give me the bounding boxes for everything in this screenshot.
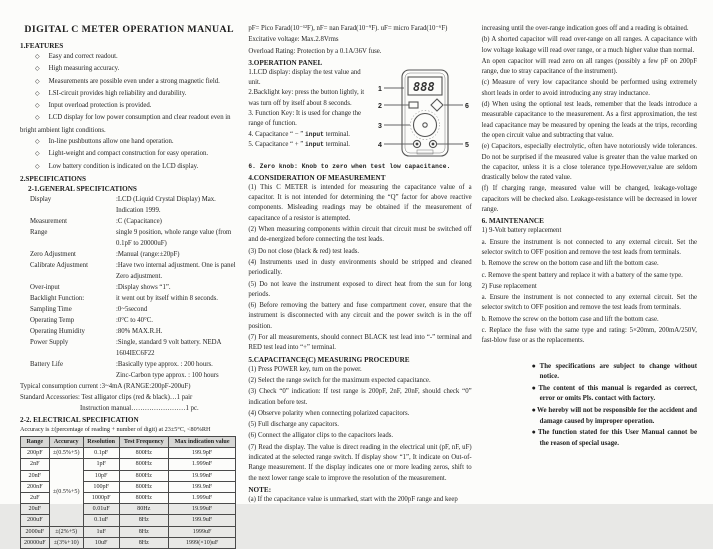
cell-resolution: 1000pF <box>83 492 119 503</box>
spec-value-line1: :Single, standard 9 volt battery. NEDA 1604IEC6F22 <box>116 338 222 357</box>
table-header-row <box>21 436 236 447</box>
callout-1: 1 <box>377 85 382 93</box>
maintenance-step: b. Remove the screw on the bottom case and lift the bottom case. <box>481 315 659 323</box>
middle-column <box>248 24 472 503</box>
cell-max: 199.9uF <box>169 515 236 526</box>
item5-input-word: input <box>305 140 324 148</box>
feature-item <box>20 161 238 173</box>
notice-item <box>532 405 697 427</box>
dial-tick-ring <box>410 110 439 139</box>
cell-max: 19.99nF <box>169 470 236 481</box>
features-heading: 1.FEATURES <box>20 42 64 50</box>
notice-text: We hereby will not be responsible for the accident and damage caused by improper operation. <box>536 406 698 425</box>
table-row <box>21 537 236 548</box>
spec-label: Zero Adjustment <box>30 250 76 258</box>
spec-value-line1: :Manual (range:±20pF) <box>116 250 180 258</box>
spec-value <box>116 227 238 249</box>
note-paragraph: An open capacitor will read zero on all ranges (possibly a few pF on 200pF range, due to stray capacitance of the instrument). <box>481 57 697 76</box>
feature-item <box>20 76 238 88</box>
cell-accuracy: ±(2%+5) <box>49 526 83 537</box>
general-spec-list <box>20 194 238 381</box>
spec-value <box>116 249 238 260</box>
panel-item-6: 6. Zero knob: Knob to zero when test low capacitance. <box>248 162 451 170</box>
cell-range: 20nF <box>21 470 50 481</box>
lcd-digits: 888 <box>412 79 435 94</box>
note-heading: NOTE: <box>248 485 272 494</box>
cell-range: 20uF <box>21 504 50 515</box>
col-header-resolution: Resolution <box>83 436 119 447</box>
maintenance-step: b. Remove the screw on the bottom case and lift the bottom case. <box>481 260 659 268</box>
spec-value-line1: :C (Capacitance) <box>116 217 162 225</box>
intro-line: pF= Pico Farad(10⁻¹²F), nF= nan Farad(10⁻⁹F). uF= micro Farad(10⁻⁶F) <box>248 25 448 32</box>
procedure-paragraph: (6) Connect the alligator clips to the capacitors leads. <box>248 432 394 440</box>
table-row <box>21 459 236 470</box>
feature-text: Low battery condition is indicated on the LCD display. <box>48 162 199 170</box>
spec-value-line1: :0°C to 40°C. <box>116 316 153 324</box>
spec-label: Measurement <box>30 217 67 225</box>
notes-continued <box>482 24 697 215</box>
spec-value-line1: :Basically type approx. : 200 hours. <box>116 360 213 368</box>
spec-value <box>116 293 238 304</box>
spec-row <box>20 337 238 359</box>
diamond-bullet-icon: ◇ <box>35 115 40 122</box>
spec-row <box>20 304 238 315</box>
spec-value-line1: :LCD (Liquid Crystal Display) Max. Indication 1999. <box>116 195 216 214</box>
note-paragraph: (d) When using the optional test leads, remember that the leads introduce a measurable capacitance to the measurement. As a first approximation, the test lead capacitance may be measured by opening the leads at the trips, recording the open circuit value and subtracting that value. <box>481 101 697 139</box>
spec-value-line1: :Have two internal adjustment. One is panel Zero adjustment. <box>116 261 236 280</box>
spec-row <box>20 249 238 260</box>
features-list <box>20 51 238 173</box>
accuracy-note: Accuracy is ±(percentage of reading + number of digit) at 23±5°C, <80%RH <box>20 425 211 433</box>
table-row <box>21 526 236 537</box>
feature-text: LCD display for low power consumption and clear readout even in bright ambient light conditions. <box>20 114 231 134</box>
col-header-range: Range <box>21 436 50 447</box>
spec-label: Range <box>30 228 48 236</box>
minus-terminal-hole <box>415 142 418 145</box>
cell-max: 199.9nF <box>169 481 236 492</box>
electrical-spec-heading: 2-2. ELECTRICAL SPECIFICATION <box>20 415 139 424</box>
consideration-paragraph: (7) For all measurements, should connect BLACK test lead into “-” terminal and RED test lead into “+” terminal. <box>248 334 472 352</box>
spec-value-line1: single 9 position, whole range value (from 0.1pF to 20000uF) <box>116 228 232 247</box>
col-header-frequency: Test Frequency <box>119 436 169 447</box>
spec-value-line1: it went out by itself within 8 seconds. <box>116 294 218 302</box>
spec-value <box>116 359 238 381</box>
cell-range: 2000uF <box>21 526 50 537</box>
diamond-bullet-icon: ◇ <box>35 54 40 60</box>
spec-row <box>20 260 238 282</box>
page-title: DIGITAL C METER OPERATION MANUAL <box>24 24 234 35</box>
callout-4: 4 <box>377 141 382 149</box>
note-paragraph: (e) Capacitors, especially electrolytic, often have notoriously wide tolerances. Do not be surprised if the measured value is greater than the value marked on the capacitor, unless it is a close tolerance type.However,value are seldom drastically below the rated value. <box>481 143 697 182</box>
maintenance-step: a. Ensure the instrument is not connected to any external circuit. Set the selector switch to OFF position and remove the test leads from terminals. <box>481 294 697 312</box>
diamond-bullet-icon: ◇ <box>35 139 40 146</box>
maintenance-step: c. Replace the fuse with the same type and rating: 5×20mm, 200mA/250V, fast-blow fuse or as the replacements. <box>481 327 697 345</box>
bullet-icon: ● <box>531 361 539 370</box>
callout-2: 2 <box>377 102 382 110</box>
cell-frequency: 800Hz <box>119 459 169 470</box>
notices-block <box>532 361 697 450</box>
specifications-heading: 2.SPECIFICATIONS <box>20 174 86 183</box>
cell-accuracy: ±(3%+10) <box>49 537 83 548</box>
cell-accuracy-merged: ±(0.5%+5) <box>49 459 83 526</box>
spec-value <box>116 216 238 227</box>
col-header-max: Max indication value <box>169 436 236 447</box>
cell-max: 199.9pF <box>169 448 236 459</box>
feature-item <box>20 112 238 136</box>
maintenance-step: c. Remove the spent battery and replace it with a battery of the same type. <box>481 271 683 279</box>
cell-range: 200uF <box>21 515 50 526</box>
backlight-key <box>409 102 418 108</box>
callout-6: 6 <box>464 102 469 110</box>
feature-text: In-line pushbuttons allow one hand operation. <box>48 138 174 146</box>
spec-value <box>116 282 238 293</box>
bullet-icon: ● <box>531 383 538 392</box>
cell-range: 2uF <box>21 492 50 503</box>
operation-panel-heading: 3.OPERATION PANEL <box>248 58 323 67</box>
procedure-paragraph: (7) Read the display. The value is direct reading in the electrical unit (pF, nF, uF) indicated at the selected range switch. If display show “1”, It indicate on Out-of-Range measurement. If the display indicates one or more leading zeros, shift to the next lower range scale to improve the resolution of the measurement. <box>248 443 472 482</box>
feature-item <box>20 148 238 160</box>
maintenance-step: a. Ensure the instrument is not connected to any external circuit. Set the selector switch to OFF position and remove the test leads from terminals. <box>481 238 697 256</box>
right-column <box>482 24 697 496</box>
notice-text: The specifications are subject to change without notice. <box>539 362 697 381</box>
spec-label: Sampling Time <box>30 305 72 313</box>
spec-value <box>116 304 238 315</box>
spec-row <box>20 315 238 326</box>
notice-text: The content of this manual is regarded as correct, error or omits Pls. contact with factory. <box>538 384 697 403</box>
spec-row <box>20 194 238 216</box>
consideration-paragraph: (1) This C METER is intended for measuring the capacitance value of a capacitor. It is not intended for determining the “Q” factor for above reactive components. Misleading readings may be obtained if the measurement of capacitance of a resistor is attempted. <box>248 183 472 222</box>
cell-range: 200pF <box>21 448 50 459</box>
spec-label: Over-input <box>30 283 60 291</box>
spec-row <box>20 293 238 304</box>
accessories-line: Standard Accessories: Test alligator clips (red & black)…1 pair <box>20 393 193 401</box>
cell-resolution: 0.1uF <box>83 515 119 526</box>
col-header-accuracy: Accuracy <box>49 436 83 447</box>
diamond-bullet-icon: ◇ <box>35 78 40 85</box>
cell-resolution: 10uF <box>83 537 119 548</box>
procedure-list <box>248 365 471 484</box>
spec-label: Calibrate Adjustment <box>30 261 88 269</box>
notice-item <box>532 383 697 405</box>
consideration-paragraph: (6) Before removing the battery and fuse compartment cover, ensure that the instrument is disconnected with any circuit and the power switch is in the off position. <box>248 302 472 330</box>
cell-max: 1999uF <box>169 526 236 537</box>
panel-item: 2.Backlight key: press the button lightly, it was turn off by itself about 8 seconds. <box>248 89 365 107</box>
item5-text: 5. Capacitance “ + ” <box>248 140 306 148</box>
maintenance-step: 1) 9-Volt battery replacement <box>481 227 562 235</box>
cell-frequency: 8Hz <box>119 515 169 526</box>
function-dial <box>413 113 436 136</box>
maintenance-step: 2) Fuse replacement <box>481 282 537 290</box>
accessories-line2: Instruction manual……………………1 pc. <box>80 404 199 412</box>
maintenance-list <box>482 226 697 346</box>
note-paragraph: increasing until the over-range indication goes off and a reading is obtained. <box>481 25 689 32</box>
units-intro <box>248 24 471 57</box>
procedure-paragraph: (3) Check “0” indication: If test range is 200pF, 2nF, 20nF, should check “0” indication before test. <box>248 388 472 406</box>
cell-frequency: 800Hz <box>119 448 169 459</box>
notice-item <box>532 361 697 383</box>
feature-item <box>20 88 238 100</box>
spec-label: Power Supply <box>30 338 69 346</box>
spec-row <box>20 216 238 227</box>
item5-tail: terminal. <box>323 140 350 148</box>
feature-text: LSI-circuit provides high reliability and durability. <box>48 89 187 97</box>
cell-frequency: 800Hz <box>119 481 169 492</box>
feature-text: High measuring accuracy. <box>48 65 120 73</box>
zero-knob <box>431 99 443 111</box>
note-paragraph: (b) A shorted capacitor will read over-range on all ranges. A capacitance with low voltage leakage will read over range, or a much higher value than normal. <box>481 36 697 54</box>
note-a-paragraph: (a) If the capacitance value is unmarked, start with the 200pF range and keep <box>248 495 458 503</box>
general-specifications-heading: 2-1.GENERAL SPECIFICATIONS <box>28 184 137 193</box>
feature-text: Measurements are possible even under a strong magnetic field. <box>48 77 220 85</box>
spec-label: Operating Humidity <box>30 327 85 335</box>
diamond-bullet-icon: ◇ <box>35 163 40 170</box>
spec-label: Battery Life <box>30 360 64 368</box>
typical-current-line: Typical consumption current :3~4mA (RANGE:200pF-200uF) <box>20 382 191 390</box>
notice-text: The function stated for this User Manual cannot be the reason of special usage. <box>537 429 697 447</box>
item4-input-word: input <box>305 130 324 138</box>
cell-frequency: 8Hz <box>119 537 169 548</box>
feature-item <box>20 100 238 112</box>
spec-row <box>20 326 238 337</box>
cell-max: 1.999nF <box>169 459 236 470</box>
note-paragraph: (c) Measure of very low capacitance should be performed using extremely short leads in order to avoid introducing any stray inductance. <box>481 79 697 97</box>
callout-3: 3 <box>377 122 382 130</box>
spec-value-line1: :Display shows “1”. <box>116 283 171 291</box>
cell-range: 200nF <box>21 481 50 492</box>
operation-panel-section <box>248 68 471 172</box>
cell-max: 1.999uF <box>169 492 236 503</box>
spec-label: Operating Temp <box>30 316 75 324</box>
item4-tail: terminal. <box>323 130 350 138</box>
procedure-paragraph: (4) Observe polarity when connecting polarized capacitors. <box>248 409 410 417</box>
consideration-paragraph: (5) Do not leave the instrument exposed to direct heat from the sun for long periods. <box>248 280 472 298</box>
spec-value-line2: Zinc-Carbon type approx. : 100 hours <box>116 371 219 379</box>
consideration-paragraph: (3) Do not close (black & red) test leads. <box>248 247 360 255</box>
maintenance-heading: 6. MAINTENANCE <box>481 217 544 226</box>
spec-label: Backlight Function: <box>30 294 85 302</box>
feature-text: Input overload protection is provided. <box>48 102 152 110</box>
spec-value <box>116 194 238 216</box>
procedure-paragraph: (1) Press POWER key, turn on the power. <box>248 365 362 373</box>
cell-max: 1999(×10)uF <box>169 537 236 548</box>
intro-line: Overload Rating: Protection by a 0.1A/36V fuse. <box>248 47 382 55</box>
bullet-icon: ● <box>531 428 537 437</box>
bullet-icon: ● <box>531 405 536 414</box>
cell-accuracy: ±(0.5%+5) <box>49 448 83 459</box>
spec-value-line1: :80% MAX.R.H. <box>116 327 163 335</box>
diamond-bullet-icon: ◇ <box>35 103 40 110</box>
spec-label: Display <box>30 195 52 203</box>
spec-value <box>116 326 238 337</box>
consideration-list <box>248 183 471 354</box>
spec-row <box>20 282 238 293</box>
notice-item <box>532 427 697 449</box>
cell-range: 20000uF <box>21 537 50 548</box>
dial-center <box>422 123 426 127</box>
spec-value <box>116 337 238 359</box>
procedure-paragraph: (2) Select the range switch for the maximum expected capacitance. <box>248 376 431 384</box>
feature-text: Light-weight and compact construction for easy operation. <box>48 150 209 158</box>
table-row <box>21 448 236 459</box>
item4-text: 4. Capacitance “ − ” <box>248 130 306 138</box>
cell-frequency: 80Hz <box>119 504 169 515</box>
feature-item <box>20 63 238 75</box>
cell-frequency: 800Hz <box>119 492 169 503</box>
intro-line: Excitative voltage: Max.2.8Vrms <box>248 36 339 44</box>
panel-item: 1.LCD display: display the test value and unit. <box>248 68 361 87</box>
plus-terminal-hole <box>431 142 434 145</box>
diamond-bullet-icon: ◇ <box>35 90 40 97</box>
diamond-bullet-icon: ◇ <box>35 151 40 158</box>
cell-resolution: 1pF <box>83 459 119 470</box>
consideration-heading: 4.CONSIDERATION OF MEASUREMENT <box>248 173 386 182</box>
cell-resolution: 0.01uF <box>83 504 119 515</box>
cell-max: 19.99uF <box>169 504 236 515</box>
cell-resolution: 10pF <box>83 470 119 481</box>
panel-item: 3. Function Key: It is used for change the range of function. <box>248 110 362 128</box>
procedure-paragraph: (5) Full discharge any capacitors. <box>248 421 340 429</box>
note-paragraph: (f) If charging range, measured value will be changed, leakage-voltage capacitors will be checked also. Leakage-resistance will be decreased in lower range. <box>481 185 697 214</box>
spec-row <box>20 359 238 381</box>
model-label <box>417 150 433 154</box>
feature-text: Easy and correct readout. <box>48 53 118 60</box>
spec-row <box>20 227 238 249</box>
cell-frequency: 800Hz <box>119 470 169 481</box>
feature-item <box>20 51 238 63</box>
electrical-spec-table <box>20 436 236 549</box>
cell-resolution: 0.1pF <box>83 448 119 459</box>
feature-item <box>20 136 238 148</box>
cell-range: 2nF <box>21 459 50 470</box>
left-column <box>20 24 238 546</box>
cell-resolution: 100pF <box>83 481 119 492</box>
spec-value-line1: :0~5second <box>116 305 148 313</box>
spec-value <box>116 315 238 326</box>
diamond-bullet-icon: ◇ <box>35 66 40 73</box>
cell-resolution: 1uF <box>83 526 119 537</box>
callout-5: 5 <box>464 141 469 149</box>
meter-illustration <box>376 68 472 160</box>
consideration-paragraph: (2) When measuring components within circuit that circuit must be switched off and de-energized before connecting the test leads. <box>248 226 472 244</box>
consideration-paragraph: (4) Instruments used in dusty environments should be stripped and cleaned periodically. <box>248 258 472 277</box>
procedure-heading: 5.CAPACITANCE(C) MEASURING PROCEDURE <box>248 355 410 364</box>
cell-frequency: 8Hz <box>119 526 169 537</box>
spec-value <box>116 260 238 282</box>
